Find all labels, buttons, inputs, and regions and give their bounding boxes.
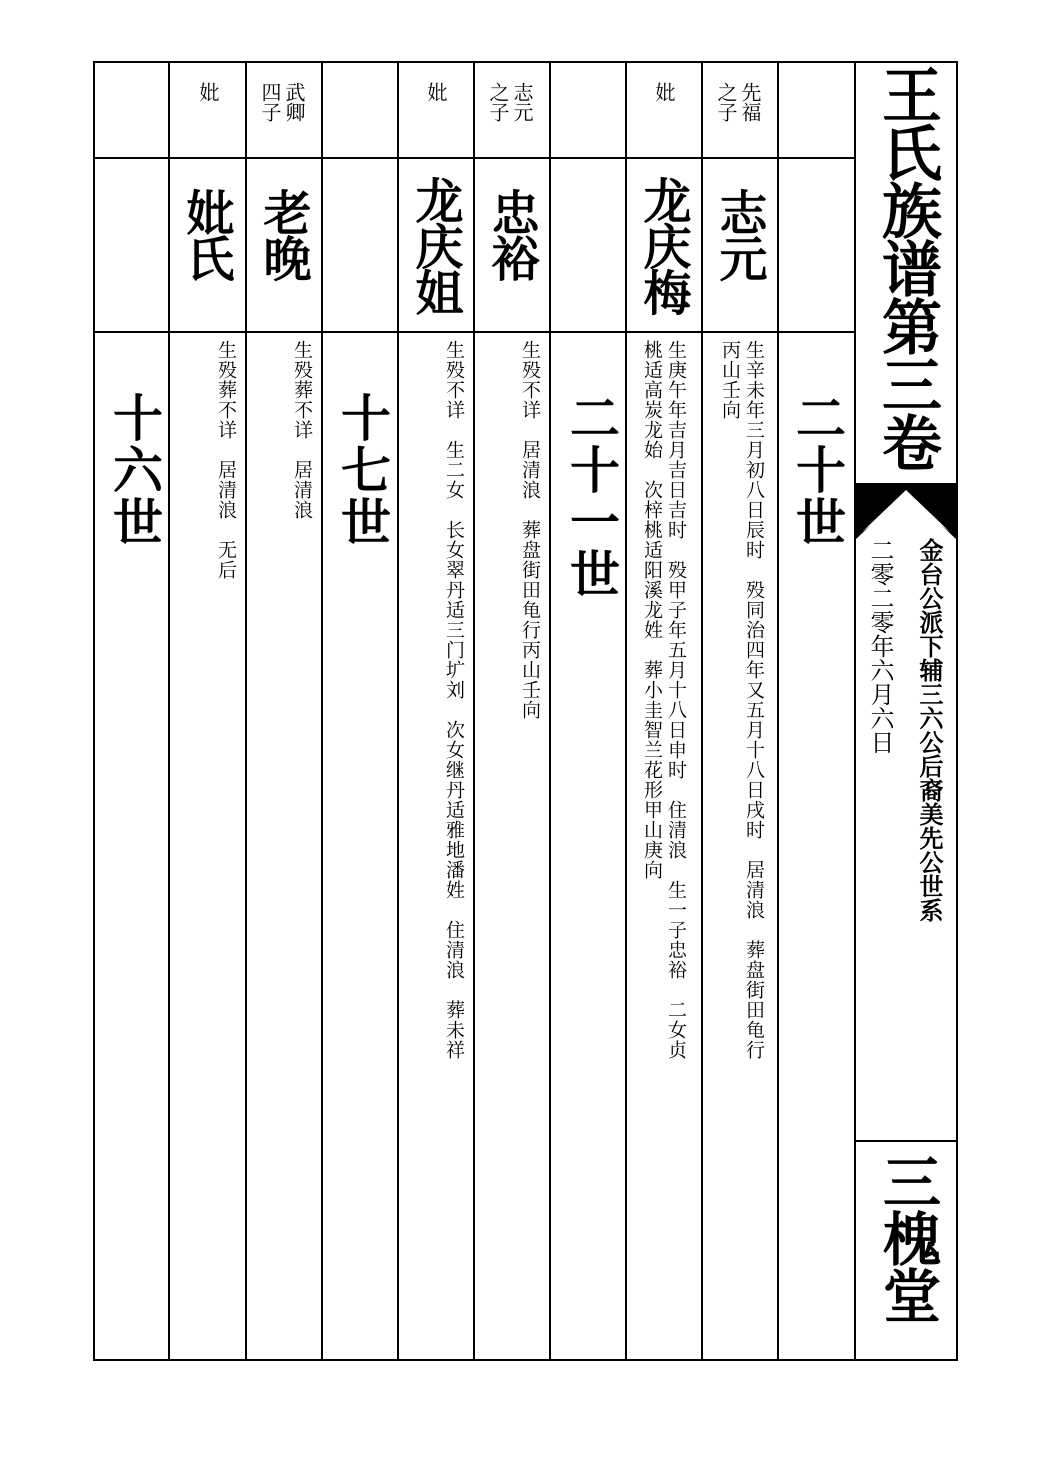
compile-date: 二零二零年六月六日 [866, 538, 894, 754]
row-divider [93, 331, 854, 333]
bio-laowan: 生殁葬不详 居清浪 [291, 340, 313, 520]
column-divider [397, 61, 399, 1361]
chevron-ornament [856, 484, 956, 544]
hall-divider [854, 1140, 958, 1142]
name-zhiyuan: 志元 [711, 188, 767, 280]
name-laowan-wife: 妣氏 [178, 188, 234, 280]
lineage-subtitle: 金台公派下辅三六公后裔美先公世系 [915, 538, 944, 922]
bio-zhiyuan: 生辛未年三月初八日辰时 殁同治四年又五月十八日戌时 居清浪 葬盘街田龟行 丙山壬向 [719, 340, 765, 1060]
relation-zhiyuan: 先福 之子 [714, 82, 762, 122]
column-divider [549, 61, 551, 1361]
bio-zhongyu: 生殁不详 居清浪 葬盘街田龟行丙山壬向 [519, 340, 541, 720]
bio-laowan-wife: 生殁葬不详 居清浪 无后 [215, 340, 237, 580]
generation-20: 二十世 [788, 392, 847, 548]
name-zhiyuan-wife: 龙庆梅 [635, 176, 691, 314]
column-divider [777, 61, 779, 1361]
name-zhongyu: 忠裕 [483, 188, 539, 280]
hall-name: 三槐堂 [873, 1152, 941, 1323]
row-divider [93, 157, 854, 159]
book-title: 王氏族谱第三卷 [872, 64, 942, 470]
bio-zhiyuan-wife: 生庚午年吉月吉日吉时 殁甲子年五月十八日申时 住清浪 生一子忠裕 二女贞 桃适高炭龙始 次梓桃适阳溪龙姓 葬小圭智兰花形甲山庚向 [641, 340, 687, 1060]
column-divider [245, 61, 247, 1361]
generation-17: 十七世 [333, 392, 392, 548]
column-divider [701, 61, 703, 1361]
relation-laowan: 武卿 四子 [258, 82, 306, 122]
relation-laowan-wife: 妣 [196, 82, 220, 102]
name-zhongyu-wife: 龙庆姐 [407, 176, 463, 314]
column-divider [854, 61, 856, 1361]
column-divider [168, 61, 170, 1361]
relation-zhongyu: 志元 之子 [486, 82, 534, 122]
relation-zhongyu-wife: 妣 [424, 82, 448, 102]
name-laowan: 老晚 [255, 188, 311, 280]
column-divider [321, 61, 323, 1361]
column-divider [625, 61, 627, 1361]
column-divider [473, 61, 475, 1361]
generation-16: 十六世 [105, 392, 164, 548]
generation-21: 二十一世 [562, 392, 621, 600]
bio-zhongyu-wife: 生殁不详 生二女 长女翠丹适三门圹刘 次女继丹适雅地潘姓 住清浪 葬未祥 [443, 340, 465, 1060]
relation-zhiyuan-wife: 妣 [652, 82, 676, 102]
